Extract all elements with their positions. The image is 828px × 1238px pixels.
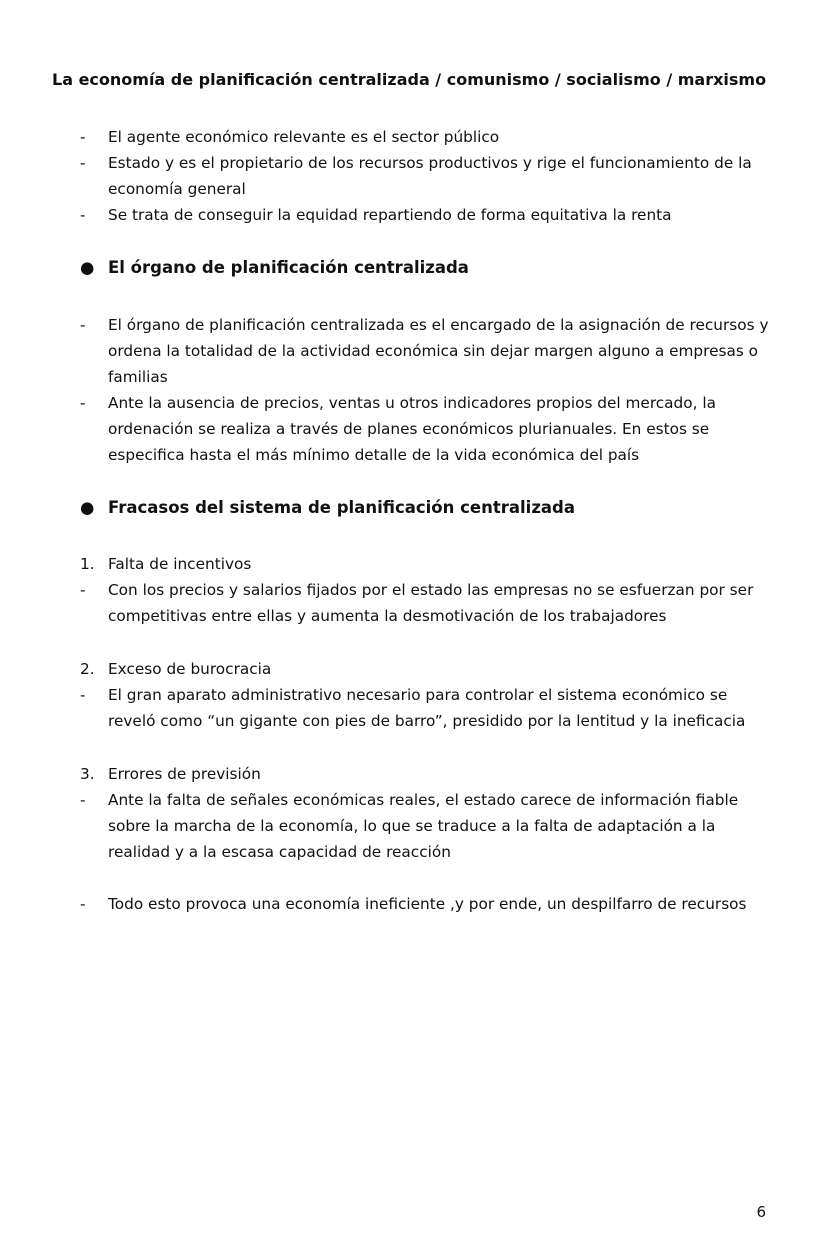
list-item — [80, 682, 770, 734]
dash-marker: - — [80, 791, 86, 809]
dash-marker: - — [80, 206, 86, 224]
list-item-text: Estado y es el propietario de los recursos productivos y rige el funcionamiento de la economía general — [108, 154, 752, 198]
numbered-item-title: Errores de previsión — [108, 765, 261, 783]
page-title: La economía de planificación centralizada / comunismo / socialismo / marxismo — [52, 70, 767, 89]
bullet-icon: ● — [80, 258, 95, 277]
section-heading-text: Fracasos del sistema de planificación centralizada — [108, 498, 576, 517]
list-item-text: Todo esto provoca una economía ineficiente ,y por ende, un despilfarro de recursos — [108, 895, 747, 913]
list-item-text: El gran aparato administrativo necesario para controlar el sistema económico se reveló como “un gigante con pies de barro”, presidido por la lentitud y la ineficacia — [108, 686, 746, 730]
dash-marker: - — [80, 581, 86, 599]
list-item — [80, 150, 770, 202]
page-number: 6 — [756, 1203, 766, 1221]
dash-marker: - — [80, 394, 86, 412]
list-item — [80, 390, 770, 468]
numbered-item-title: Falta de incentivos — [108, 555, 252, 573]
dash-marker: - — [80, 686, 86, 704]
list-item — [80, 312, 770, 390]
bullet-icon: ● — [80, 498, 95, 517]
list-item-text: Ante la falta de señales económicas reales, el estado carece de información fiable sobre la marcha de la economía, lo que se traduce a la falta de adaptación a la realidad y a la escasa capacidad de reacción — [108, 791, 739, 861]
number-marker: 3. — [80, 765, 95, 783]
list-item-text: Ante la ausencia de precios, ventas u otros indicadores propios del mercado, la ordenación se realiza a través de planes económicos plurianuales. En estos se especifica hasta el más mínimo detalle de la vida económica del país — [108, 394, 716, 464]
list-item-text: Se trata de conseguir la equidad repartiendo de forma equitativa la renta — [108, 206, 672, 224]
list-item-text: El agente económico relevante es el sector público — [108, 128, 500, 146]
dash-marker: - — [80, 316, 86, 334]
dash-marker: - — [80, 895, 86, 913]
numbered-item — [80, 761, 770, 787]
list-item — [80, 787, 770, 865]
numbered-item — [80, 656, 770, 682]
list-item — [80, 577, 770, 629]
list-item — [80, 124, 770, 150]
number-marker: 2. — [80, 660, 95, 678]
list-item-text: El órgano de planificación centralizada es el encargado de la asignación de recursos y ordena la totalidad de la actividad económica sin dejar margen alguno a empresas o familias — [108, 316, 769, 386]
list-item — [80, 891, 770, 917]
list-item-text: Con los precios y salarios fijados por el estado las empresas no se esfuerzan por ser competitivas entre ellas y aumenta la desmotivación de los trabajadores — [108, 581, 754, 625]
list-item — [80, 202, 770, 228]
numbered-item-title: Exceso de burocracia — [108, 660, 272, 678]
dash-marker: - — [80, 128, 86, 146]
numbered-item — [80, 551, 770, 577]
number-marker: 1. — [80, 555, 95, 573]
dash-marker: - — [80, 154, 86, 172]
section-heading-text: El órgano de planificación centralizada — [108, 258, 469, 277]
